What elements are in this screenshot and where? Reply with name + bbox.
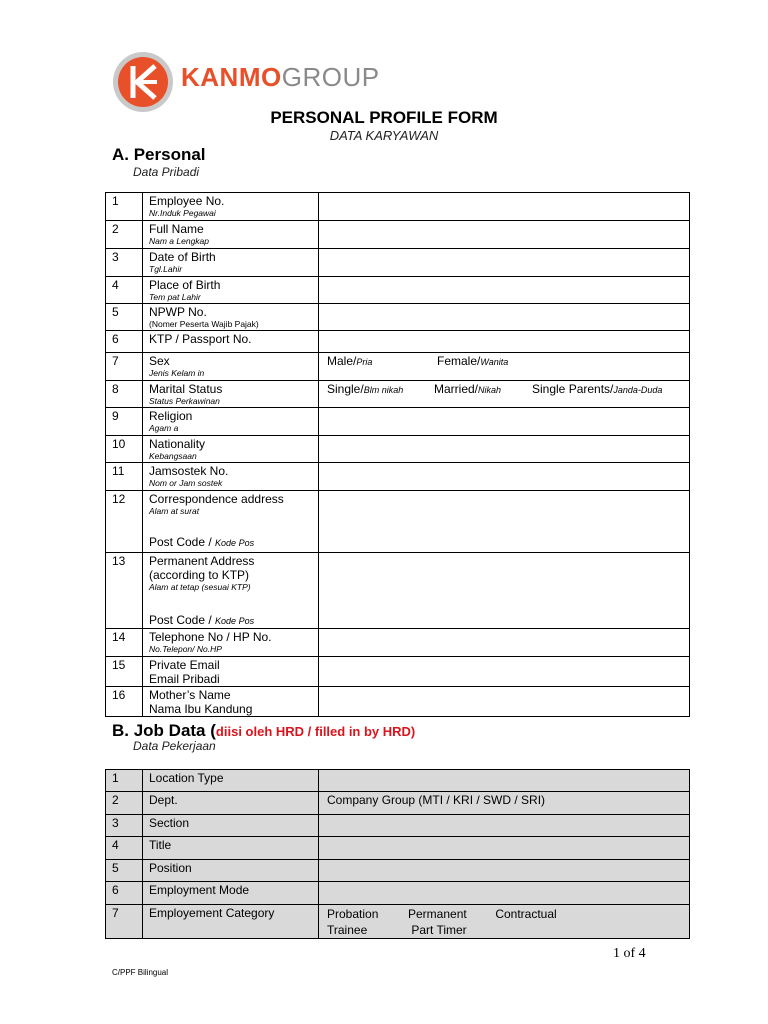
jamsostek-field[interactable] (319, 463, 690, 491)
private-email-field[interactable] (319, 657, 690, 687)
row-label: Mother’s Name Nama Ibu Kandung (143, 687, 319, 717)
table-row (106, 463, 690, 491)
table-row (106, 491, 690, 553)
row-label: NPWP No. (Nomer Peserta Wajib Pajak) (143, 304, 319, 331)
page-number: 1 of 4 (613, 946, 646, 961)
logo-wordmark: KANMOGROUP (181, 62, 380, 92)
row-label: Dept. (143, 792, 319, 815)
row-number: 14 (106, 629, 143, 657)
single-checkbox[interactable]: Single/Blm nikah (327, 382, 404, 396)
row-number: 1 (106, 770, 143, 792)
section-b-heading: B. Job Data (diisi oleh HRD / filled in by HRD) (112, 721, 416, 740)
row-number: 2 (106, 792, 143, 815)
dept-field[interactable]: Company Group (MTI / KRI / SWD / SRI) (319, 792, 690, 815)
row-label: Permanent Address (according to KTP) Alam at tetap (sesuai KTP) Post Code / Kode Pos (143, 553, 319, 629)
place-of-birth-field[interactable] (319, 277, 690, 304)
row-number: 5 (106, 304, 143, 331)
part-timer-checkbox[interactable]: Part Timer (408, 923, 467, 937)
row-number: 11 (106, 463, 143, 491)
table-row (106, 837, 690, 860)
section-a-heading: A. Personal (112, 145, 206, 164)
row-number: 6 (106, 331, 143, 353)
kanmo-logo-icon (111, 50, 175, 114)
row-label: Telephone No / HP No. No.Telepon/ No.HP (143, 629, 319, 657)
nationality-field[interactable] (319, 436, 690, 463)
row-label: Jamsostek No. Nom or Jam sostek (143, 463, 319, 491)
row-label: Section (143, 815, 319, 837)
row-number: 1 (106, 193, 143, 221)
row-number: 7 (106, 905, 143, 939)
row-number: 4 (106, 837, 143, 860)
section-a-subheading: Data Pribadi (133, 165, 200, 179)
trainee-checkbox[interactable]: Trainee (327, 923, 368, 937)
table-row (106, 353, 690, 381)
full-name-field[interactable] (319, 221, 690, 249)
row-number: 7 (106, 353, 143, 381)
permanent-checkbox[interactable]: Permanent (408, 907, 467, 921)
row-label: Sex Jenis Kelam in (143, 353, 319, 381)
table-row (106, 629, 690, 657)
row-number: 10 (106, 436, 143, 463)
row-number: 6 (106, 882, 143, 905)
row-label: Full Name Nam a Lengkap (143, 221, 319, 249)
employment-category-options (319, 905, 690, 939)
row-label: Employee No. Nr.Induk Pegawai (143, 193, 319, 221)
table-row (106, 905, 690, 939)
table-row (106, 687, 690, 717)
contractual-checkbox[interactable]: Contractual (492, 907, 557, 921)
row-label: Marital Status Status Perkawinan (143, 381, 319, 408)
row-label: Religion Agam a (143, 408, 319, 436)
section-b-subheading: Data Pekerjaan (133, 739, 216, 753)
table-row (106, 792, 690, 815)
probation-checkbox[interactable]: Probation (327, 907, 379, 921)
row-number: 8 (106, 381, 143, 408)
row-number: 5 (106, 860, 143, 882)
table-row (106, 657, 690, 687)
hrd-note: diisi oleh HRD / filled in by HRD) (215, 724, 416, 739)
personal-data-table (105, 192, 690, 717)
row-label: Employment Mode (143, 882, 319, 905)
female-checkbox[interactable]: Female/Wanita (437, 354, 509, 368)
table-row (106, 193, 690, 221)
row-number: 4 (106, 277, 143, 304)
row-number: 12 (106, 491, 143, 553)
table-row (106, 331, 690, 353)
table-row (106, 860, 690, 882)
npwp-field[interactable] (319, 304, 690, 331)
position-field[interactable] (319, 860, 690, 882)
married-checkbox[interactable]: Married/Nikah (434, 382, 502, 396)
correspondence-address-field[interactable] (319, 491, 690, 553)
row-label: KTP / Passport No. (143, 331, 319, 353)
date-of-birth-field[interactable] (319, 249, 690, 277)
row-number: 9 (106, 408, 143, 436)
row-number: 13 (106, 553, 143, 629)
permanent-address-field[interactable] (319, 553, 690, 629)
employee-no-field[interactable] (319, 193, 690, 221)
male-checkbox[interactable]: Male/Pria (327, 354, 373, 368)
employment-mode-field[interactable] (319, 882, 690, 905)
row-number: 3 (106, 249, 143, 277)
table-row (106, 882, 690, 905)
row-label: Place of Birth Tem pat Lahir (143, 277, 319, 304)
table-row (106, 249, 690, 277)
location-type-field[interactable] (319, 770, 690, 792)
table-row (106, 408, 690, 436)
row-number: 15 (106, 657, 143, 687)
row-label: Position (143, 860, 319, 882)
row-number: 16 (106, 687, 143, 717)
religion-field[interactable] (319, 408, 690, 436)
row-label: Employement Category (143, 905, 319, 939)
form-title: PERSONAL PROFILE FORM (270, 108, 498, 127)
single-parents-checkbox[interactable]: Single Parents/Janda-Duda (532, 382, 663, 396)
table-row (106, 304, 690, 331)
row-label: Location Type (143, 770, 319, 792)
table-row (106, 381, 690, 408)
ktp-passport-field[interactable] (319, 331, 690, 353)
table-row (106, 770, 690, 792)
section-field[interactable] (319, 815, 690, 837)
table-row (106, 277, 690, 304)
row-number: 2 (106, 221, 143, 249)
mothers-name-field[interactable] (319, 687, 690, 717)
row-label: Correspondence address Alam at surat Post Code / Kode Pos (143, 491, 319, 553)
telephone-field[interactable] (319, 629, 690, 657)
form-subtitle: DATA KARYAWAN (329, 128, 439, 143)
job-data-table (105, 769, 690, 939)
row-label: Date of Birth Tgl.Lahir (143, 249, 319, 277)
row-label: Private Email Email Pribadi (143, 657, 319, 687)
marital-status-options (319, 381, 690, 408)
footer-doc-code: C/PPF Bilingual (112, 968, 169, 977)
table-row (106, 221, 690, 249)
row-label: Nationality Kebangsaan (143, 436, 319, 463)
row-number: 3 (106, 815, 143, 837)
table-row (106, 815, 690, 837)
table-row (106, 553, 690, 629)
row-label: Title (143, 837, 319, 860)
sex-options (319, 353, 690, 381)
title-field[interactable] (319, 837, 690, 860)
table-row (106, 436, 690, 463)
